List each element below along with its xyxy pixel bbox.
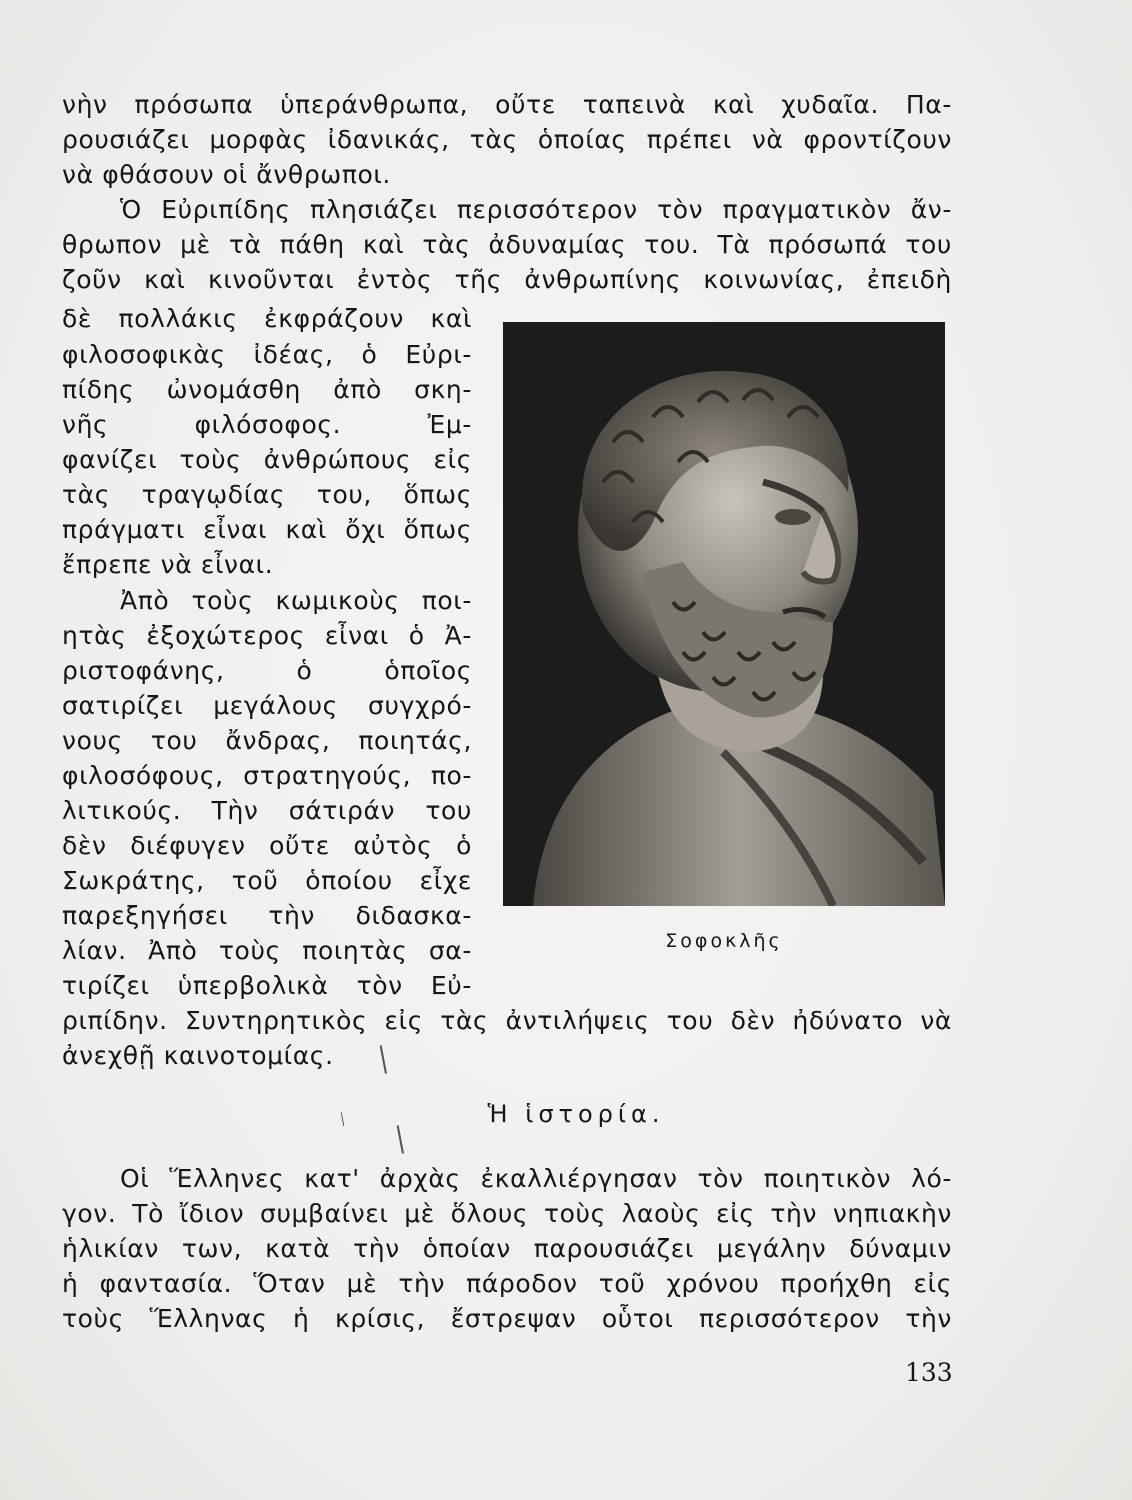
text-line: θρωπον μὲ τὰ πάθη καὶ τὰς ἀδυναμίας του. Τὰ πρόσωπά του xyxy=(62,230,952,259)
text-line: ζοῦν καὶ κινοῦνται ἐντὸς τῆς ἀνθρωπίνης κοινωνίας, ἐπειδὴ xyxy=(62,265,952,294)
pencil-check-mark: \ xyxy=(379,1040,387,1082)
text-line: ητὰς ἐξοχώτερος εἶναι ὁ Ἀ- xyxy=(62,621,472,650)
text-line: ριπίδην. Συντηρητικὸς εἰς τὰς ἀντιλήψεις του δὲν ἠδύνατο νὰ xyxy=(62,1006,952,1035)
text-line: ἡ φαντασία. Ὅταν μὲ τὴν πάροδον τοῦ χρόνου προήχθη εἰς xyxy=(62,1269,952,1298)
text-line: Οἱ Ἕλληνες κατ' ἀρχὰς ἐκαλλιέργησαν τὸν ποιητικὸν λό- xyxy=(120,1164,952,1193)
text-line: πίδης ὠνομάσθη ἀπὸ σκη- xyxy=(62,375,472,404)
text-line: φανίζει τοὺς ἀνθρώπους εἰς xyxy=(62,445,472,474)
text-line: σατιρίζει μεγάλους συγχρό- xyxy=(62,691,472,720)
text-line: ἀνεχθῇ καινοτομίας. xyxy=(62,1041,334,1070)
text-line: φιλοσόφους, στρατηγούς, πο- xyxy=(62,761,472,790)
text-line: τὰς τραγῳδίας του, ὅπως xyxy=(62,480,472,509)
text-line: νὴν πρόσωπα ὑπεράνθρωπα, οὔτε ταπεινὰ καὶ χυδαῖα. Πα- xyxy=(62,90,952,119)
text-line: δὲν διέφυγεν οὔτε αὐτὸς ὁ xyxy=(62,831,472,860)
figure-caption: Σοφοκλῆς xyxy=(665,930,783,952)
text-line: γον. Τὸ ἴδιον συμβαίνει μὲ ὅλους τοὺς λαοὺς εἰς τὴν νηπιακὴν xyxy=(62,1199,952,1228)
text-line: νῆς φιλόσοφος. Ἐμ- xyxy=(62,410,472,439)
text-line: φιλοσοφικὰς ἰδέας, ὁ Εὐρι- xyxy=(62,340,472,369)
text-line: ριστοφάνης, ὁ ὁποῖος xyxy=(62,656,472,685)
text-line: ἔπρεπε νὰ εἶναι. xyxy=(62,550,274,579)
text-line: νους του ἄνδρας, ποιητάς, xyxy=(62,726,472,755)
text-line: Ὁ Εὐριπίδης πλησιάζει περισσότερον τὸν πραγματικὸν ἄν- xyxy=(120,195,952,224)
text-line: λίαν. Ἀπὸ τοὺς ποιητὰς σα- xyxy=(62,936,472,965)
bust-illustration xyxy=(503,322,945,906)
text-line: λιτικούς. Τὴν σάτιράν του xyxy=(62,796,472,825)
sophocles-bust-photo xyxy=(503,322,945,906)
section-heading: Ἡ ἱστορία. xyxy=(487,1100,665,1128)
text-line: ρουσιάζει μορφὰς ἰδανικάς, τὰς ὁποίας πρέπει νὰ φροντίζουν xyxy=(62,125,952,154)
text-line: τιρίζει ὑπερβολικὰ τὸν Εὐ- xyxy=(62,971,472,1000)
page-number: 133 xyxy=(905,1358,953,1387)
text-line: δὲ πολλάκις ἐκφράζουν καὶ xyxy=(62,304,472,333)
text-line: παρεξηγήσει τὴν διδασκα- xyxy=(62,901,472,930)
text-line: πράγματι εἶναι καὶ ὄχι ὅπως xyxy=(62,515,472,544)
text-line: νὰ φθάσουν οἱ ἄνθρωποι. xyxy=(62,160,391,189)
pencil-check-mark: \ xyxy=(396,1120,404,1162)
text-line: Ἀπὸ τοὺς κωμικοὺς ποι- xyxy=(120,586,472,615)
text-line: Σωκράτης, τοῦ ὁποίου εἶχε xyxy=(62,866,472,895)
text-line: τοὺς Ἕλληνας ἡ κρίσις, ἔστρεψαν οὗτοι περισσότερον τὴν xyxy=(62,1304,952,1333)
pencil-mark: \ xyxy=(340,1110,345,1130)
text-line: ἡλικίαν των, κατὰ τὴν ὁποίαν παρουσιάζει μεγάλην δύναμιν xyxy=(62,1234,952,1263)
